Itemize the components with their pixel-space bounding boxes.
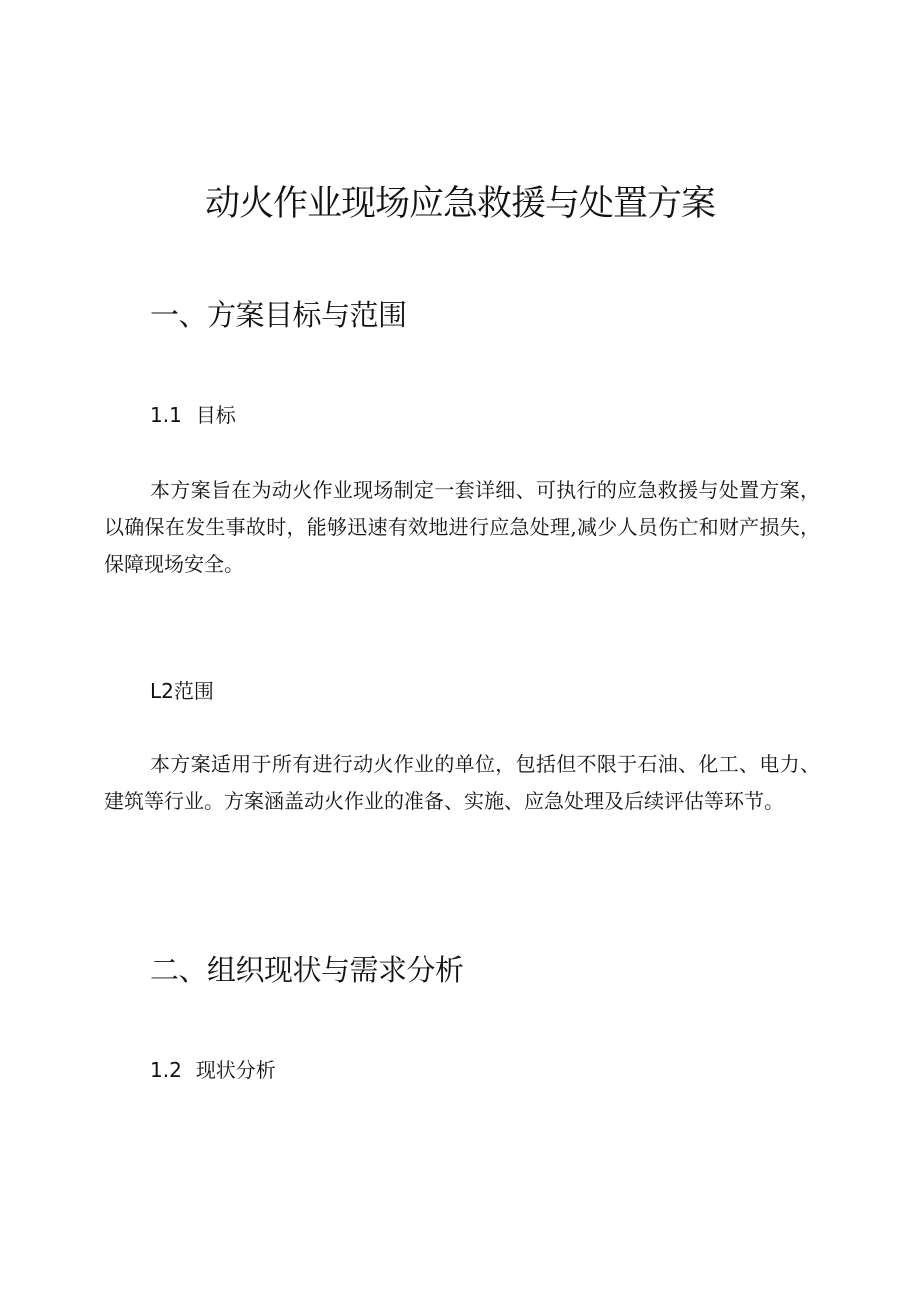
subsection-number: 1.2 [150,1058,182,1082]
subsection-label: L2范围 [150,679,214,703]
section-heading-1: 一、方案目标与范围 [150,298,407,332]
subsection-heading-1-1 [150,400,236,430]
subsection-label: 目标 [195,403,236,427]
document-title: 动火作业现场应急救援与处置方案 [204,184,715,224]
subsection-heading-2-1 [150,1055,276,1085]
subsection-label: 现状分析 [195,1058,276,1082]
section-heading-2: 二、组织现状与需求分析 [150,953,464,987]
paragraph-goal: 本方案旨在为动火作业现场制定一套详细、可执行的应急救援与处置方案，以确保在发生事故时，能够迅速有效地进行应急处理,减少人员伤亡和财产损失，保障现场安全。 [104,478,820,576]
subsection-number: 1.1 [150,403,182,427]
subsection-heading-1-2 [150,676,214,706]
paragraph-scope: 本方案适用于所有进行动火作业的单位，包括但不限于石油、化工、电力、建筑等行业。方案涵盖动火作业的准备、实施、应急处理及后续评估等环节。 [104,752,820,813]
